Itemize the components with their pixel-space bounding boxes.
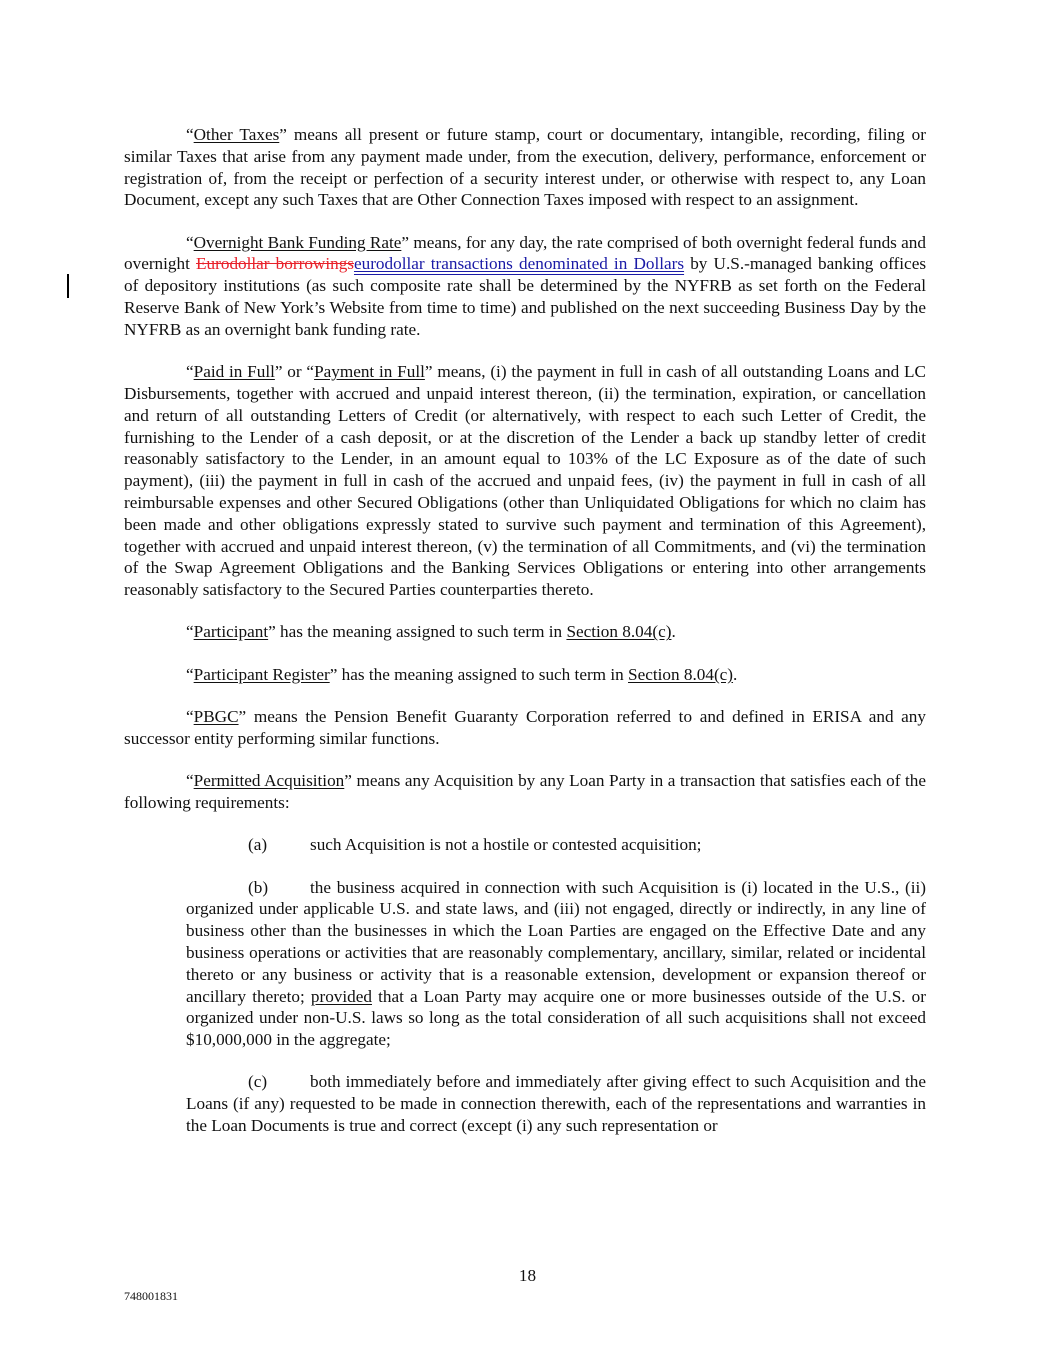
definition-text: ” has the meaning assigned to such term in [329,664,629,684]
requirement-b [186,877,926,1051]
open-quote: “ [186,664,194,684]
defined-term: Overnight Bank Funding Rate [193,232,402,252]
open-quote: “ [186,771,194,791]
open-quote: “ [186,125,194,144]
definition-text: ” means the Pension Benefit Guaranty Corporation referred to and defined in ERISA and any successor entity performing similar functions. [124,707,926,748]
page-number: 18 [518,1266,537,1285]
period: . [733,664,738,684]
quote-separator: ” or “ [274,362,315,382]
definition-text: ” means all present or future stamp, court or documentary, intangible, recording, filing or similar Taxes that arise from any payment made under, from the execution, delivery, performance, enforcement or registration of, from the receipt or perfection of a security interest under, or otherwise with respect to, any Loan Document, except any such Taxes that are Other Connection Taxes imposed with respect to an assignment. [124,125,926,210]
definition-overnight-bank-funding-rate [124,232,926,341]
definition-text: ” means any Acquisition by any Loan Party in a transaction that satisfies each of the following requirements: [124,771,926,812]
requirement-c [186,1071,926,1136]
definition-permitted-acquisition [124,770,926,814]
item-label: (c) [248,1072,268,1092]
deleted-text: Eurodollar borrowings [196,254,354,274]
item-label: (a) [248,835,268,855]
definition-other-taxes [124,124,926,211]
section-reference: Section 8.04(c) [628,664,734,684]
defined-term: Permitted Acquisition [193,771,345,791]
item-text: that a Loan Party may acquire one or more businesses outside of the U.S. or organized under non-U.S. laws so long as the total consideration of all such acquisitions shall not exceed $10,000,000 in the aggregate; [186,986,926,1050]
open-quote: “ [186,707,194,727]
item-text: such Acquisition is not a hostile or contested acquisition; [310,835,702,855]
open-quote: “ [186,622,194,642]
defined-term: Participant [193,622,269,642]
inserted-text: eurodollar transactions denominated in Dollars [353,254,685,274]
document-page [124,124,926,1157]
definition-text: by U.S.-managed banking offices of depository institutions (as such composite rate shall be determined by the NYFRB as set forth on the Federal Reserve Bank of New York’s Website from time to time) and published on the next succeeding Business Day by the NYFRB as an overnight bank funding rate. [124,254,927,339]
definition-paid-in-full [124,361,926,601]
period: . [671,622,676,642]
section-reference: Section 8.04(c) [566,622,672,642]
document-id: 748001831 [124,1289,178,1303]
defined-term: PBGC [193,707,239,727]
definition-pbgc [124,706,926,750]
definition-text: ” has the meaning assigned to such term in [268,622,567,642]
open-quote: “ [186,232,194,252]
item-text: the business acquired in connection with such Acquisition is (i) located in the U.S., (ii) organized under applicable U.S. and state laws, and (iii) not engaged, directly or indirectly, in any line of business other than the businesses in which the Loan Parties are engaged on the Effective Date and any business operations or activities that are reasonably complementary, ancillary, similar, related or incidental thereto or any business or activity that is a reasonable extension, development or expansion thereof or ancillary thereto; [186,877,926,1006]
defined-term: Paid in Full [193,362,275,382]
provided-term: provided [310,986,372,1006]
definition-participant-register [124,664,926,686]
item-text: both immediately before and immediately after giving effect to such Acquisition and the Loans (if any) requested to be made in connection therewith, each of the representations and warranties in the Loan Documents is true and correct (except (i) any such representation or [186,1072,926,1135]
requirement-a [248,834,926,856]
defined-term: Payment in Full [314,362,425,382]
definition-participant [124,621,926,643]
open-quote: “ [186,362,194,382]
item-label: (b) [248,877,269,897]
definition-text: ” means, for any day, the rate comprised of both overnight federal funds and overnight [124,232,926,274]
defined-term: Participant Register [193,664,330,684]
definition-text: ” means, (i) the payment in full in cash of all outstanding Loans and LC Disbursements, together with accrued and unpaid interest thereon, (ii) the termination, expiration, or cancellation and return of all outstanding Letters of Credit (or alternatively, with respect to each such Letter of Credit, the furnishing to the Lender of a cash deposit, or at the discretion of the Lender a back up standby letter of credit reasonably satisfactory to the Lender, in an amount equal to 103% of the LC Exposure as of the date of such payment), (iii) the payment in full in cash of the accrued and unpaid fees, (iv) the payment in full in cash of all reimbursable expenses and other Secured Obligations (other than Unliquidated Obligations for which no claim has been made and other obligations expressly stated to survive such payment and termination of this Agreement), together with accrued and unpaid interest thereon, (v) the termination of all Commitments, and (vi) the termination of the Swap Agreement Obligations and the Banking Services Obligations or entering into other arrangements reasonably satisfactory to the Secured Parties counterparties thereto. [124,362,926,600]
change-bar [67,274,69,298]
defined-term: Other Taxes [193,125,280,144]
